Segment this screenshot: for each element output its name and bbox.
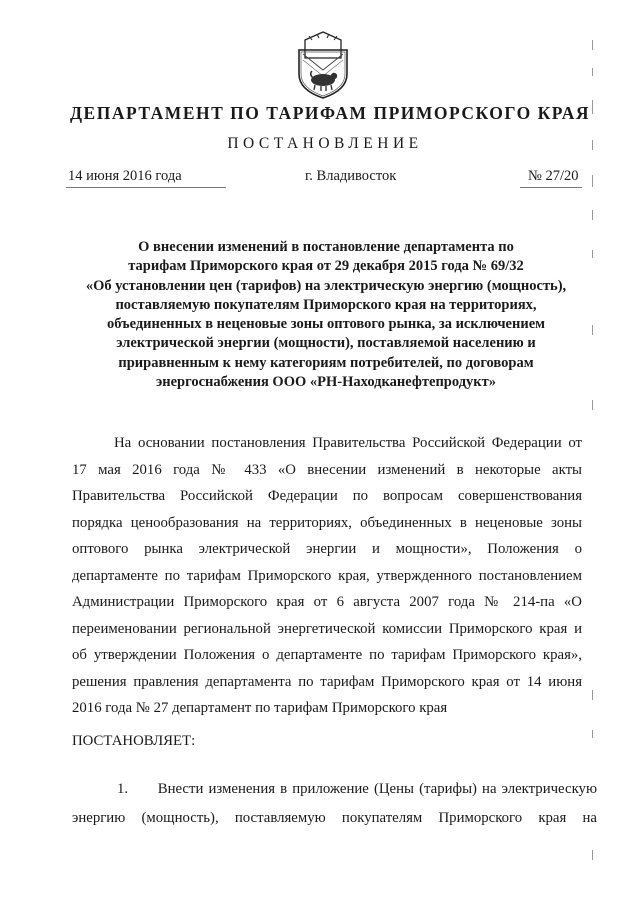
body-line: об утверждении Положения о департаменте по тарифам Приморского края», [72, 647, 582, 663]
scan-artifact [592, 400, 593, 410]
body-line: переименовании региональной энергетической комиссии Приморского края и [72, 620, 582, 637]
document-city: г. Владивосток [305, 168, 397, 184]
number-underline [520, 187, 582, 188]
body-line: решения правления департамента по тарифам Приморского края от 14 июня [72, 673, 582, 690]
body-line: 17 мая 2016 года № 433 «О внесении изменений в некоторые акты [72, 461, 582, 478]
body-line: оптового рынка электрической энергии и мощности», Положения о [72, 541, 582, 557]
scan-artifact [592, 40, 593, 50]
title-line: объединенных в неценовые зоны оптового рынка, за исключением [106, 316, 546, 333]
preamble-paragraph [72, 430, 582, 722]
document-number: № 27/20 [528, 168, 579, 184]
scan-artifact [592, 175, 593, 187]
scan-artifact [592, 210, 593, 220]
item-1-line-1 [72, 775, 597, 804]
document-title [70, 238, 582, 392]
title-line: «Об установлении цен (тарифов) на электрическую энергию (мощность), [85, 277, 567, 294]
body-line: 2016 года № 27 департамент по тарифам Приморского края [72, 700, 448, 716]
department-heading: ДЕПАРТАМЕНТ ПО ТАРИФАМ ПРИМОРСКОГО КРАЯ [70, 103, 591, 123]
body-line: На основании постановления Правительства Российской Федерации от [114, 435, 582, 451]
title-line: электрической энергии (мощности), поставляемой населению и [116, 335, 536, 352]
scan-artifact [592, 730, 593, 738]
date-underline [66, 187, 226, 188]
decree-heading: ПОСТАНОВЛЯЕТ: [72, 733, 196, 749]
body-line: Администрации Приморского края от 6 августа 2007 года № 214-па «О [72, 594, 582, 610]
item-number: 1. [117, 781, 129, 797]
scan-artifact [592, 850, 593, 860]
scan-artifact [592, 140, 593, 150]
scan-artifact [592, 690, 593, 700]
title-line: поставляемую покупателям Приморского края на территориях, [115, 296, 537, 313]
item-1-line-2: энергию (мощность), поставляемую покупателям Приморского края на [72, 810, 597, 826]
body-line: департаменте по тарифам Приморского края, утвержденного постановлением [72, 567, 582, 584]
title-line: О внесении изменений в постановление департамента по [138, 239, 514, 255]
coat-of-arms-icon [295, 30, 351, 100]
scan-artifact [592, 68, 593, 76]
item-1 [72, 775, 597, 833]
title-line: энергоснабжения ООО «РН-Находканефтепродукт» [155, 374, 497, 391]
body-line: порядка ценообразования на территориях, объединенных в неценовые зоны [72, 514, 582, 531]
title-line: тарифам Приморского края от 29 декабря 2015 года № 69/32 [128, 258, 524, 275]
document-type: ПОСТАНОВЛЕНИЕ [227, 135, 423, 152]
body-line: Правительства Российской Федерации по вопросам совершенствования [72, 488, 582, 504]
title-line: приравненным к нему категориям потребителей, по договорам [118, 354, 534, 371]
scan-artifact [592, 100, 593, 114]
item-1-text-1: Внести изменения в приложение (Цены (тарифы) на электрическую [157, 781, 597, 797]
scan-artifact [592, 325, 593, 335]
scan-artifact [592, 250, 593, 258]
document-date: 14 июня 2016 года [68, 168, 182, 184]
